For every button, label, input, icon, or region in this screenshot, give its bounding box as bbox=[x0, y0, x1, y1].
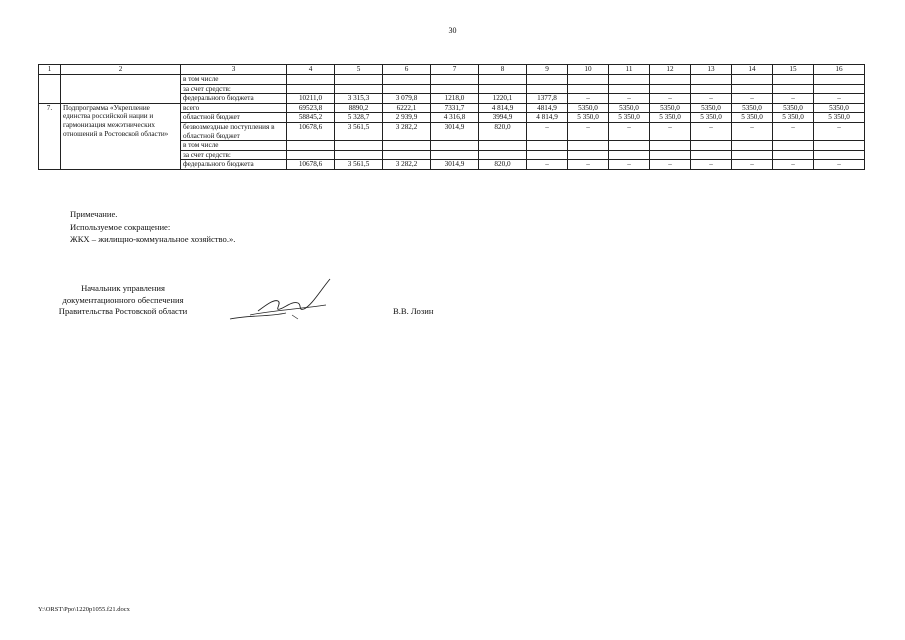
note-line: ЖКХ – жилищно-коммунальное хозяйство.». bbox=[70, 234, 236, 244]
value-cell bbox=[383, 84, 431, 94]
value-cell: – bbox=[773, 94, 814, 104]
value-cell: 1220,1 bbox=[479, 94, 527, 104]
value-cell: 2 939,9 bbox=[383, 113, 431, 123]
value-cell: 7331,7 bbox=[431, 103, 479, 113]
value-cell: – bbox=[527, 160, 568, 170]
value-cell bbox=[527, 75, 568, 85]
value-cell: 4 814,9 bbox=[527, 113, 568, 123]
table-header-row bbox=[39, 65, 865, 75]
signer-name: В.В. Лозин bbox=[393, 306, 434, 316]
column-header: 5 bbox=[335, 65, 383, 75]
value-cell: 5 350,0 bbox=[609, 113, 650, 123]
value-cell: 5350,0 bbox=[650, 103, 691, 113]
funding-source-cell: федерального бюджета bbox=[181, 94, 287, 104]
value-cell bbox=[732, 84, 773, 94]
value-cell: 10678,6 bbox=[287, 122, 335, 140]
value-cell bbox=[609, 141, 650, 151]
column-header: 13 bbox=[691, 65, 732, 75]
value-cell bbox=[527, 150, 568, 160]
value-cell bbox=[650, 75, 691, 85]
value-cell bbox=[732, 75, 773, 85]
value-cell bbox=[527, 84, 568, 94]
signer-title: Начальник управления документационного обеспечения Правительства Ростовской области bbox=[58, 283, 188, 316]
funding-source-cell: областной бюджет bbox=[181, 113, 287, 123]
value-cell: 5350,0 bbox=[609, 103, 650, 113]
value-cell bbox=[650, 84, 691, 94]
value-cell: 5 350,0 bbox=[773, 113, 814, 123]
funding-source-cell: в том числе bbox=[181, 75, 287, 85]
value-cell: 6222,1 bbox=[383, 103, 431, 113]
funding-source-cell: федерального бюджета bbox=[181, 160, 287, 170]
value-cell bbox=[691, 75, 732, 85]
value-cell: 5350,0 bbox=[568, 103, 609, 113]
value-cell bbox=[287, 150, 335, 160]
value-cell: – bbox=[691, 122, 732, 140]
funding-source-cell: за счет средств: bbox=[181, 84, 287, 94]
row-number-cell bbox=[39, 75, 61, 104]
value-cell: – bbox=[568, 160, 609, 170]
value-cell bbox=[383, 150, 431, 160]
handwritten-signature bbox=[228, 275, 338, 325]
value-cell: 58845,2 bbox=[287, 113, 335, 123]
value-cell bbox=[609, 75, 650, 85]
value-cell: – bbox=[814, 122, 865, 140]
funding-source-cell: всего bbox=[181, 103, 287, 113]
value-cell: – bbox=[773, 122, 814, 140]
value-cell: – bbox=[609, 160, 650, 170]
column-header: 7 bbox=[431, 65, 479, 75]
value-cell: 5 350,0 bbox=[814, 113, 865, 123]
column-header: 11 bbox=[609, 65, 650, 75]
funding-source-cell: безвозмездные поступления в областной бюджет bbox=[181, 122, 287, 140]
funding-source-cell: в том числе bbox=[181, 141, 287, 151]
column-header: 6 bbox=[383, 65, 431, 75]
value-cell: 820,0 bbox=[479, 160, 527, 170]
column-header: 10 bbox=[568, 65, 609, 75]
value-cell bbox=[773, 84, 814, 94]
value-cell: 3 315,3 bbox=[335, 94, 383, 104]
value-cell bbox=[335, 75, 383, 85]
value-cell: 5350,0 bbox=[691, 103, 732, 113]
value-cell bbox=[431, 75, 479, 85]
value-cell: – bbox=[732, 122, 773, 140]
value-cell bbox=[568, 150, 609, 160]
value-cell bbox=[479, 141, 527, 151]
value-cell bbox=[650, 150, 691, 160]
value-cell: 4 814,9 bbox=[479, 103, 527, 113]
column-header: 16 bbox=[814, 65, 865, 75]
value-cell: 820,0 bbox=[479, 122, 527, 140]
column-header: 1 bbox=[39, 65, 61, 75]
value-cell bbox=[287, 84, 335, 94]
table-row bbox=[39, 75, 865, 85]
value-cell bbox=[568, 84, 609, 94]
value-cell: – bbox=[650, 160, 691, 170]
value-cell: 4814,9 bbox=[527, 103, 568, 113]
value-cell: – bbox=[732, 94, 773, 104]
column-header: 14 bbox=[732, 65, 773, 75]
value-cell bbox=[335, 150, 383, 160]
value-cell: 5 328,7 bbox=[335, 113, 383, 123]
value-cell: 5 350,0 bbox=[650, 113, 691, 123]
value-cell bbox=[287, 75, 335, 85]
value-cell: – bbox=[527, 122, 568, 140]
value-cell: 1377,8 bbox=[527, 94, 568, 104]
value-cell: 5350,0 bbox=[773, 103, 814, 113]
value-cell bbox=[732, 141, 773, 151]
value-cell: – bbox=[609, 94, 650, 104]
value-cell: 5 350,0 bbox=[568, 113, 609, 123]
value-cell bbox=[650, 141, 691, 151]
value-cell bbox=[691, 141, 732, 151]
value-cell bbox=[609, 150, 650, 160]
value-cell bbox=[773, 75, 814, 85]
note-line: Используемое сокращение: bbox=[70, 221, 171, 232]
row-number-cell: 7. bbox=[39, 103, 61, 169]
value-cell: 5 350,0 bbox=[732, 113, 773, 123]
value-cell bbox=[568, 141, 609, 151]
column-header: 4 bbox=[287, 65, 335, 75]
value-cell: 3994,9 bbox=[479, 113, 527, 123]
note-title: Примечание. bbox=[70, 209, 118, 219]
value-cell: – bbox=[814, 160, 865, 170]
column-header: 15 bbox=[773, 65, 814, 75]
value-cell: 3 282,2 bbox=[383, 160, 431, 170]
note bbox=[70, 208, 235, 246]
value-cell bbox=[814, 141, 865, 151]
value-cell: 8890,2 bbox=[335, 103, 383, 113]
value-cell: 3 282,2 bbox=[383, 122, 431, 140]
value-cell: 10678,6 bbox=[287, 160, 335, 170]
value-cell: 5 350,0 bbox=[691, 113, 732, 123]
value-cell bbox=[479, 75, 527, 85]
value-cell: 3 079,8 bbox=[383, 94, 431, 104]
budget-table bbox=[38, 64, 865, 170]
value-cell bbox=[335, 84, 383, 94]
value-cell bbox=[814, 84, 865, 94]
value-cell bbox=[335, 141, 383, 151]
value-cell bbox=[383, 75, 431, 85]
value-cell: 1218,0 bbox=[431, 94, 479, 104]
value-cell bbox=[691, 150, 732, 160]
value-cell bbox=[609, 84, 650, 94]
value-cell: 3014,9 bbox=[431, 122, 479, 140]
value-cell: 5350,0 bbox=[732, 103, 773, 113]
value-cell bbox=[287, 141, 335, 151]
value-cell: – bbox=[609, 122, 650, 140]
value-cell: 10211,0 bbox=[287, 94, 335, 104]
value-cell: – bbox=[814, 94, 865, 104]
value-cell: 5350,0 bbox=[814, 103, 865, 113]
value-cell: 69523,8 bbox=[287, 103, 335, 113]
column-header: 12 bbox=[650, 65, 691, 75]
program-name-cell bbox=[61, 75, 181, 104]
column-header: 9 bbox=[527, 65, 568, 75]
value-cell: – bbox=[650, 94, 691, 104]
value-cell bbox=[527, 141, 568, 151]
column-header: 3 bbox=[181, 65, 287, 75]
value-cell bbox=[479, 84, 527, 94]
value-cell bbox=[479, 150, 527, 160]
page-number: 30 bbox=[448, 26, 457, 35]
table-row bbox=[39, 103, 865, 113]
value-cell bbox=[732, 150, 773, 160]
value-cell bbox=[773, 150, 814, 160]
value-cell: 3 561,5 bbox=[335, 122, 383, 140]
value-cell bbox=[814, 75, 865, 85]
value-cell: – bbox=[691, 94, 732, 104]
value-cell bbox=[814, 150, 865, 160]
value-cell bbox=[773, 141, 814, 151]
value-cell: – bbox=[732, 160, 773, 170]
program-name-cell: Подпрограмма «Укрепление единства российской нации и гармонизация межэтнических отношений в Ростовской области» bbox=[61, 103, 181, 169]
value-cell bbox=[431, 84, 479, 94]
funding-source-cell: за счет средств: bbox=[181, 150, 287, 160]
value-cell bbox=[431, 150, 479, 160]
value-cell: – bbox=[650, 122, 691, 140]
value-cell: 4 316,8 bbox=[431, 113, 479, 123]
value-cell bbox=[431, 141, 479, 151]
value-cell bbox=[691, 84, 732, 94]
value-cell: – bbox=[568, 122, 609, 140]
value-cell: 3 561,5 bbox=[335, 160, 383, 170]
column-header: 8 bbox=[479, 65, 527, 75]
value-cell bbox=[568, 75, 609, 85]
file-path: Y:\ORST\Ppo\1220p1055.f21.docx bbox=[38, 606, 130, 613]
value-cell: 3014,9 bbox=[431, 160, 479, 170]
column-header: 2 bbox=[61, 65, 181, 75]
value-cell: – bbox=[691, 160, 732, 170]
value-cell bbox=[383, 141, 431, 151]
value-cell: – bbox=[568, 94, 609, 104]
value-cell: – bbox=[773, 160, 814, 170]
